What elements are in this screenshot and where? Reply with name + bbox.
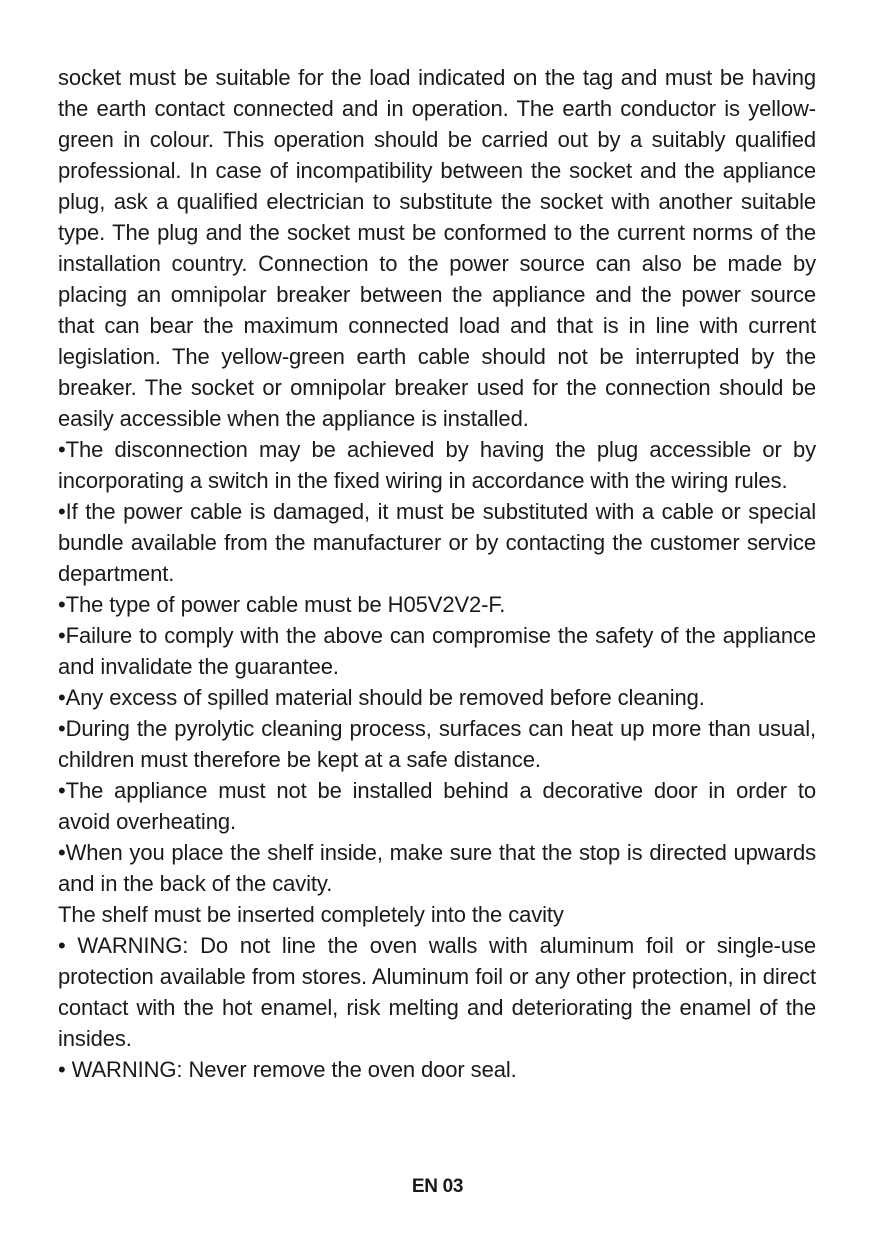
page-number: EN 03	[411, 1176, 464, 1197]
bullet-cable-type: •The type of power cable must be H05V2V2-F.	[58, 592, 506, 617]
bullet-shelf-stop: •When you place the shelf inside, make sure that the stop is directed upwards and in the back of the cavity.	[58, 840, 816, 896]
document-body	[58, 62, 816, 1085]
bullet-failure-to-comply: •Failure to comply with the above can compromise the safety of the appliance and invalidate the guarantee.	[58, 623, 816, 679]
paragraph-shelf-inserted: The shelf must be inserted completely into the cavity	[58, 902, 564, 927]
paragraph-earth-connection: socket must be suitable for the load indicated on the tag and must be having the earth contact connected and in operation. The earth conductor is yellow-green in colour. This operation should be carried out by a suitably qualified professional. In case of incompatibility between the socket and the appliance plug, ask a qualified electrician to substitute the socket with another suitable type. The plug and the socket must be conformed to the current norms of the installation country. Connection to the power source can also be made by placing an omnipolar breaker between the appliance and the power source that can bear the maximum connected load and that is in line with current legislation. The yellow-green earth cable should not be interrupted by the breaker. The socket or omnipolar breaker used for the connection should be easily accessible when the appliance is installed.	[58, 65, 816, 431]
bullet-spilled-material: •Any excess of spilled material should be removed before cleaning.	[58, 685, 705, 710]
bullet-damaged-cable: •If the power cable is damaged, it must be substituted with a cable or special bundle available from the manufacturer or by contacting the customer service department.	[58, 499, 816, 586]
bullet-decorative-door: •The appliance must not be installed behind a decorative door in order to avoid overheating.	[58, 778, 816, 834]
warning-aluminum-foil: • WARNING: Do not line the oven walls with aluminum foil or single-use protection available from stores. Aluminum foil or any other protection, in direct contact with the hot enamel, risk melting and deteriorating the enamel of the insides.	[58, 933, 816, 1051]
bullet-pyrolytic-cleaning: •During the pyrolytic cleaning process, surfaces can heat up more than usual, children must therefore be kept at a safe distance.	[58, 716, 816, 772]
warning-door-seal: • WARNING: Never remove the oven door seal.	[58, 1057, 517, 1082]
bullet-disconnection: •The disconnection may be achieved by having the plug accessible or by incorporating a switch in the fixed wiring in accordance with the wiring rules.	[58, 437, 816, 493]
